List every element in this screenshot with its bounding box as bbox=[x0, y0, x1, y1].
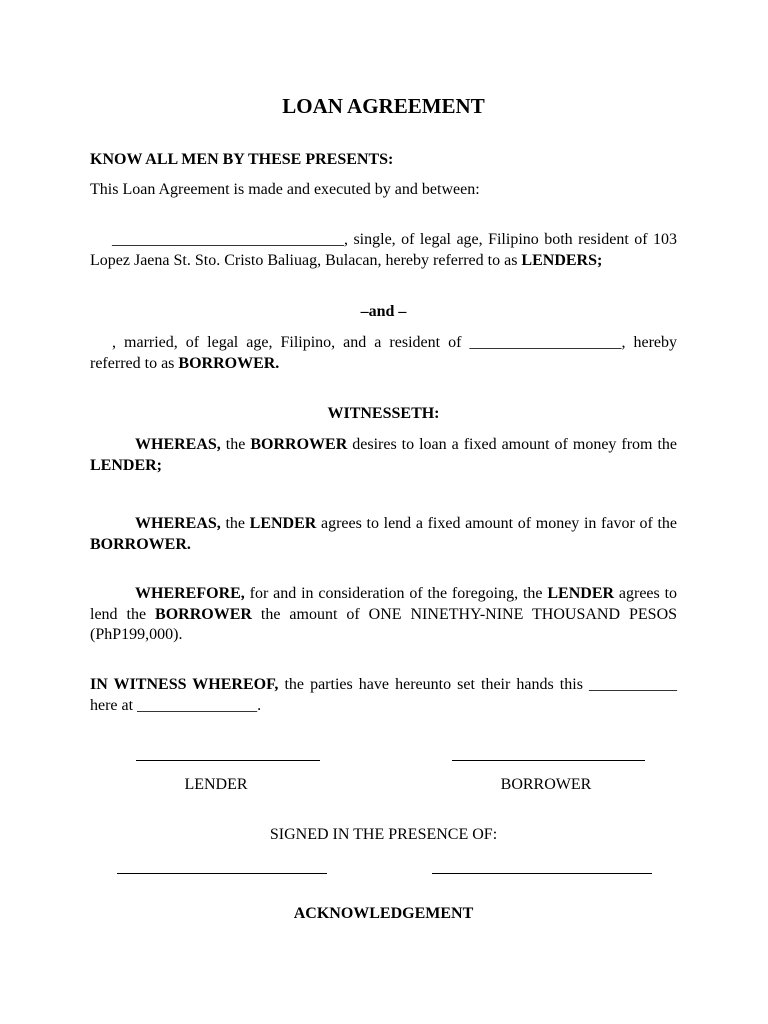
place-blank: _______________. bbox=[137, 696, 262, 714]
lender-name-blank: _____________________________ bbox=[112, 231, 344, 248]
wherefore-text-b: agrees to lend the bbox=[90, 585, 678, 623]
witness2-signature-line bbox=[432, 873, 652, 874]
acknowledgement-heading: ACKNOWLEDGEMENT bbox=[293, 905, 474, 922]
borrower-party-text-b: hereby referred to as bbox=[90, 334, 678, 372]
signed-presence-heading: SIGNED IN THE PRESENCE OF: bbox=[269, 826, 498, 843]
borrower-signature-label: BORROWER bbox=[500, 776, 592, 793]
witness1-signature-line bbox=[117, 873, 327, 874]
intro-paragraph: This Loan Agreement is made and executed by and between: bbox=[90, 181, 480, 198]
wherefore-paragraph bbox=[90, 584, 677, 646]
witness-whereof-paragraph bbox=[90, 675, 677, 716]
wherefore-amount-text: the amount of ONE NINETHY-NINE THOUSAND PESOS (PhP199,000). bbox=[90, 605, 678, 643]
witness-lead: IN WITNESS WHEREOF, bbox=[90, 676, 279, 693]
witness-text: the parties have hereunto set their hands this bbox=[284, 676, 583, 693]
lender-signature-label: LENDER bbox=[184, 776, 248, 793]
whereas2-text: the bbox=[225, 515, 245, 532]
whereas1-text-b: desires to loan a fixed amount of money from the bbox=[352, 436, 678, 453]
opening-heading: KNOW ALL MEN BY THESE PRESENTS: bbox=[90, 151, 394, 168]
lender-party-paragraph bbox=[90, 230, 677, 271]
borrower-residence-blank: ___________________, bbox=[469, 334, 626, 351]
lenders-role: LENDERS; bbox=[521, 251, 603, 269]
whereas2-lead: WHEREAS, bbox=[135, 515, 221, 532]
witness-text-b: here at bbox=[90, 696, 134, 714]
whereas-borrower-paragraph bbox=[90, 435, 677, 476]
witnesseth-heading: WITNESSETH: bbox=[327, 405, 440, 422]
whereas1-borrower: BORROWER bbox=[250, 436, 348, 453]
whereas2-lender: LENDER bbox=[249, 515, 317, 532]
borrower-party-text: , married, of legal age, Filipino, and a resident of bbox=[112, 334, 462, 351]
wherefore-text: for and in consideration of the foregoing, the bbox=[249, 585, 543, 602]
whereas1-lead: WHEREAS, bbox=[135, 436, 221, 453]
wherefore-lead: WHEREFORE, bbox=[135, 585, 245, 602]
whereas2-text-b: agrees to lend a fixed amount of money in favor of the bbox=[321, 515, 677, 532]
borrower-signature-line bbox=[452, 760, 645, 761]
borrower-party-paragraph bbox=[90, 333, 677, 374]
whereas1-lender: LENDER; bbox=[90, 456, 163, 474]
and-separator: –and – bbox=[360, 303, 407, 320]
lender-party-text: , single, of legal age, Filipino both resident of 103 Lopez Jaena St. Sto. Cristo Baliuag, Bulacan, hereby referred to as bbox=[90, 231, 677, 269]
whereas1-text: the bbox=[225, 436, 246, 453]
lender-signature-line bbox=[136, 760, 320, 761]
wherefore-borrower: BORROWER bbox=[155, 605, 252, 623]
document-title: LOAN AGREEMENT bbox=[282, 94, 485, 118]
whereas2-borrower: BORROWER. bbox=[90, 535, 191, 553]
date-blank: ___________ bbox=[589, 676, 677, 693]
whereas-lender-paragraph bbox=[90, 514, 677, 555]
wherefore-lender: LENDER bbox=[547, 585, 615, 602]
borrower-role: BORROWER. bbox=[178, 354, 280, 372]
